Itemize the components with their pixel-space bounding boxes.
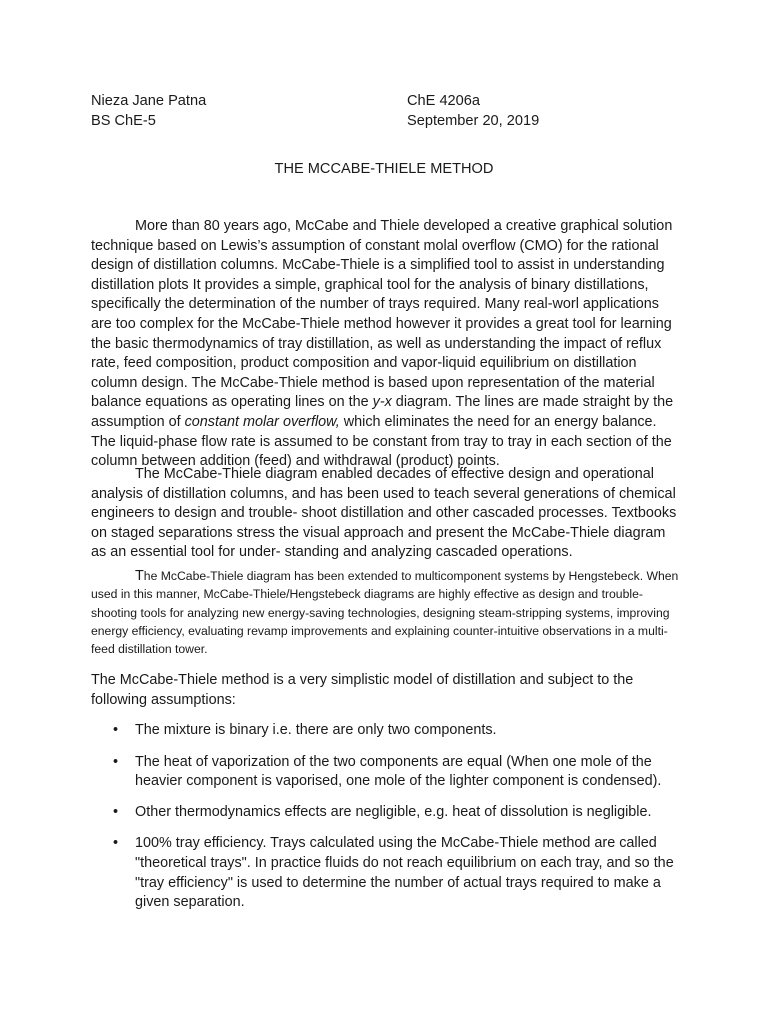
paragraph-text: More than 80 years ago, McCabe and Thiele developed a creative graphical solution technique based on Lewis’s assumption of constant molal overflow (CMO) for the rational design of distillation columns. McCabe-Thiele is a simplified tool to assist in understanding distillation plots It provides a simple, graphical tool for the analysis of binary distillations, specifically the determination of the number of trays required. Many real-worl applications are too complex for the McCabe-Thiele method however it provides a great tool for learning the basic thermodynamics of tray distillation, as well as understanding the impact of reflux rate, feed composition, product composition and vapor-liquid equilibrium on distillation column design. The McCabe-Thiele method is based upon representation of the material balance equations as operating lines on the	[91, 218, 673, 411]
assumptions-list	[91, 721, 681, 913]
course-block	[407, 91, 539, 131]
paragraph-introduction	[91, 217, 681, 472]
paragraph-assumptions-intro: The McCabe-Thiele method is a very simplistic model of distillation and subject to the following assumptions:	[91, 672, 634, 708]
author-program: BS ChE-5	[91, 113, 156, 129]
paragraph-text: which eliminates the need for an energy balance. The liquid-phase flow rate is assumed to be constant from tray to tray in each section of the column between addition (feed) and withdrawal (product) points.	[91, 413, 672, 470]
author-name: Nieza Jane Patna	[91, 93, 207, 109]
yx-term: y-x	[372, 394, 392, 411]
paragraph-text: The McCabe-Thiele diagram enabled decades of effective design and operational analysis of distillation columns, and has been used to teach several generations of chemical engineers to design and trouble- shoot distillation and other cascaded processes. Textbooks on staged separations stress the visual approach and present the McCabe-Thiele diagram as an essential tool for under- standing and analyzing cascaded operations.	[91, 466, 677, 561]
paragraph-hengstebeck	[91, 567, 681, 658]
paragraph-first-letter: T	[135, 568, 144, 584]
list-item: • Other thermodynamics effects are negligible, e.g. heat of dissolution is negligible.	[91, 803, 681, 823]
list-item: • 100% tray efficiency. Trays calculated using the McCabe-Thiele method are called "theoretical trays". In practice fluids do not reach equilibrium on each tray, and so the "tray efficiency" is used to determine the number of actual trays required to make a given separation.	[91, 834, 681, 912]
paragraph-text: diagram. The lines are made straight by the assumption of	[91, 394, 674, 430]
course-code: ChE 4206a	[407, 93, 481, 109]
paragraph-history	[91, 465, 681, 563]
document-title: THE MCCABE-THIELE METHOD	[274, 161, 494, 177]
cmo-term: constant molar overflow,	[184, 413, 340, 430]
list-item: • The heat of vaporization of the two components are equal (When one mole of the heavier component is vaporised, one mole of the lighter component is condensed).	[91, 753, 681, 792]
document-date: September 20, 2019	[407, 113, 540, 129]
list-item: • The mixture is binary i.e. there are only two components.	[91, 721, 681, 741]
paragraph-text: he McCabe-Thiele diagram has been extended to multicomponent systems by Hengstebeck. When used in this manner, McCabe-Thiele/Hengstebeck diagrams are highly effective as design and trouble- shooting tools for analyzing new energy-saving technologies, designing steam-stripping systems, improving energy efficiency, evaluating revamp improvements and explaining counter-intuitive observations in a multi-feed distillation tower.	[91, 569, 679, 657]
author-block	[91, 91, 206, 131]
